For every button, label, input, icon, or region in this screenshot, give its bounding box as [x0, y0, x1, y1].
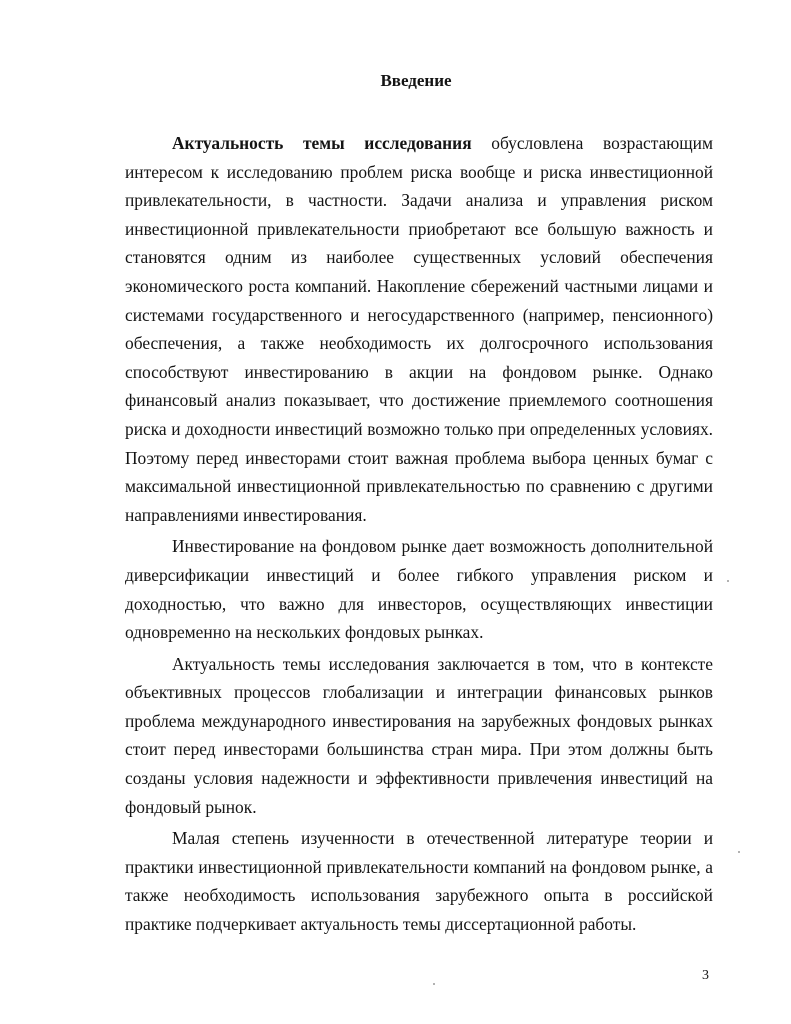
section-title: Введение	[380, 71, 452, 90]
scan-speck	[727, 580, 729, 582]
scan-speck	[738, 851, 740, 853]
paragraph-text: Инвестирование на фондовом рынке дает возможность дополнительной диверсификации инвестиций и более гибкого управления риском и доходностью, что важно для инвесторов, осуществляющих инвестиции одновременно на нескольких фондовых рынках.	[125, 536, 713, 643]
scan-speck	[433, 983, 435, 985]
paragraph-text: Малая степень изученности в отечественной литературе теории и практики инвестиционной привлекательности компаний на фондовом рынке, а также необходимость использования зарубежного опыта в российской практике подчеркивает актуальность темы диссертационной работы.	[125, 828, 713, 935]
paragraph-text: Актуальность темы исследования заключается в том, что в контексте объективных процессов глобализации и интеграции финансовых рынков проблема международного инвестирования на зарубежных фондовых рынках стоит перед инвесторами большинства стран мира. При этом должны быть созданы условия надежности и эффективности привлечения инвестиций на фондовый рынок.	[125, 653, 713, 817]
paragraph-diversification	[125, 532, 713, 646]
page-number: 3	[702, 968, 709, 983]
body-text	[125, 129, 713, 942]
paragraph-globalization	[125, 650, 713, 822]
paragraph-relevance	[125, 129, 713, 529]
paragraph-lead-bold: Актуальность темы исследования	[172, 133, 472, 153]
paragraph-text: обусловлена возрастающим интересом к исследованию проблем риска вообще и риска инвестиционной привлекательности, в частности. Задачи анализа и управления риском инвестиционной привлекательности приобретают все большую важность и становятся одним из наиболее существенных условий обеспечения экономического роста компаний. Накопление сбережений частными лицами и системами государственного и негосударственного (например, пенсионного) обеспечения, а также необходимость их долгосрочного использования способствуют инвестированию в акции на фондовом рынке. Однако финансовый анализ показывает, что достижение приемлемого соотношения риска и доходности инвестиций возможно только при определенных условиях. Поэтому перед инвесторами стоит важная проблема выбора ценных бумаг с максимальной инвестиционной привлекательностью по сравнению с другими направлениями инвестирования.	[125, 133, 713, 525]
paragraph-study-degree	[125, 824, 713, 938]
